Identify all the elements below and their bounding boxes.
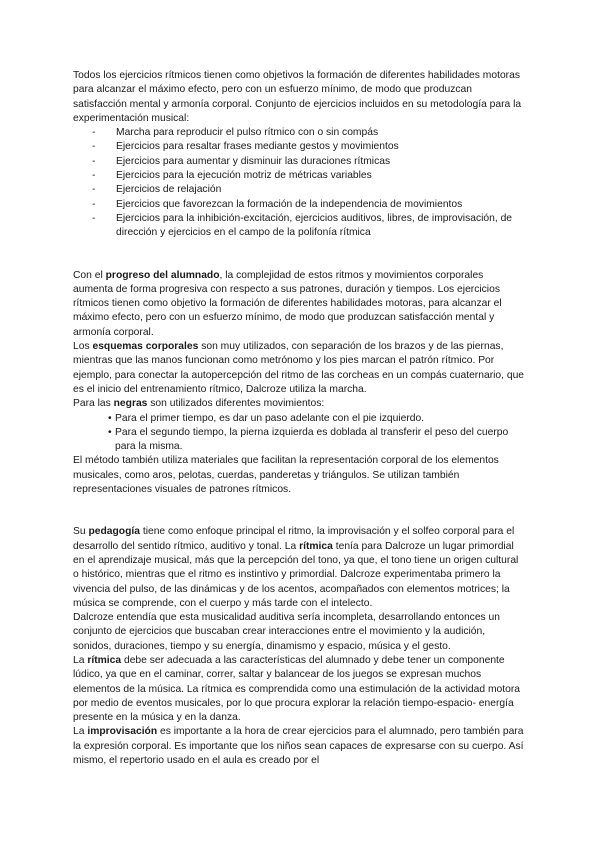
document-body: [73, 69, 526, 768]
bold-term: pedagogía: [88, 526, 140, 538]
list-item: - Ejercicios de relajación: [73, 183, 526, 197]
bold-term: improvisación: [87, 726, 158, 738]
musicalidad-paragraph: Dalcroze entendía que esta musicalidad auditiva sería incompleta, desarrollando entonces un conjunto de ejercicios que buscaban crear interacciones entre el movimiento y la audición, sonidos, duraciones, tiempo y su energía, dinamismo y espacio, música y el gesto.: [73, 612, 501, 652]
intro-paragraph: Todos los ejercicios rítmicos tienen como objetivos la formación de diferentes habilidades motoras para alcanzar el máximo efecto, pero con un esfuerzo mínimo, de modo que produzcan satisfacción mental y armonía corporal. Conjunto de ejercicios incluidos en su metodología para la experimentación musical:: [73, 70, 522, 124]
metodo-paragraph: El método también utiliza materiales que facilitan la representación corporal de los elementos musicales, como aros, pelotas, cuerdas, panderetas y triángulos. Se utilizan también representaciones visuales de patrones rítmicos.: [73, 455, 499, 496]
bold-term: rítmica: [299, 540, 333, 552]
list-item: - Marcha para reproducir el pulso rítmico con o sin compás: [73, 126, 526, 140]
progreso-paragraph: Con el progreso del alumnado, la complejidad de estos ritmos y movimientos corporales aumenta de forma progresiva con respecto a sus patrones, duración y tiempos. Los ejercicios rítmicos tienen como objetivo la formación de diferentes habilidades motoras, para alcanzar el máximo efecto, pero con un esfuerzo mínimo, de modo que produzcan satisfacción mental y armonía corporal.: [73, 269, 502, 338]
list-item: - Ejercicios que favorezcan la formación de la independencia de movimientos: [73, 198, 526, 212]
bold-term: progreso del alumnado: [105, 269, 220, 281]
list-item: • Para el primer tiempo, es dar un paso adelante con el pie izquierdo.: [73, 412, 526, 426]
improvisacion-paragraph: La improvisación es importante a la hora de crear ejercicios para el alumnado, pero también para la expresión corporal. Es importante que los niños sean capaces de expresarse con su cuerpo. Así mismo, el repertorio usado en el aula es creado por el: [73, 726, 524, 767]
bold-term: rítmica: [87, 654, 122, 666]
negras-paragraph: Para las negras son utilizados diferentes movimientos:: [73, 398, 325, 410]
list-item: - Ejercicios para la ejecución motriz de métricas variables: [73, 169, 526, 183]
ritmica-paragraph: La rítmica debe ser adecuada a las características del alumnado y debe tener un componente lúdico, ya que en el caminar, correr, saltar y balancear de los juegos se expresan muchos elementos de la música. La rítmica es comprendida como una estimulación de la actividad motora por medio de eventos musicales, por lo que procura explorar la relación tiempo-espacio- energía presente en la música y en la danza.: [73, 654, 520, 724]
list-item: • Para el segundo tiempo, la pierna izquierda es doblada al transferir el peso del cuerpo para la misma.: [73, 426, 526, 455]
list-item: - Ejercicios para aumentar y disminuir las duraciones rítmicas: [73, 155, 526, 169]
pedagogia-paragraph: Su pedagogía tiene como enfoque principal el ritmo, la improvisación y el solfeo corporal para el desarrollo del sentido rítmico, auditivo y tonal. La rítmica tenía para Dalcroze un lugar primordial en el aprendizaje musical, más que la percepción del tono, ya que, el tono tiene un origen cultural o histórico, mientras que el ritmo es instintivo y primordial. Dalcroze experimentaba primero la vivencia del pulso, de las dinámicas y de los acentos, acompañados con elementos motrices; la música se comprende, con el cuerpo y más tarde con el intelecto.: [73, 526, 519, 609]
bold-term: esquemas corporales: [92, 341, 199, 353]
list-item: - Ejercicios para la inhibición-excitación, ejercicios auditivos, libres, de improvisación, de dirección y ejercicios en el campo de la polifonía rítmica: [73, 212, 526, 241]
movement-list: [73, 412, 526, 455]
exercise-list: [73, 126, 526, 240]
esquemas-paragraph: Los esquemas corporales son muy utilizados, con separación de los brazos y de las piernas, mientras que las manos funcionan como metrónomo y los pies marcan el patrón rítmico. Por ejemplo, para conectar la autopercepción del ritmo de las corcheas en un compás cuaternario, que es el inicio del entrenamiento rítmico, Dalcroze utiliza la marcha.: [73, 341, 525, 395]
bold-term: negras: [113, 398, 148, 410]
list-item: - Ejercicios para resaltar frases mediante gestos y movimientos: [73, 140, 526, 154]
